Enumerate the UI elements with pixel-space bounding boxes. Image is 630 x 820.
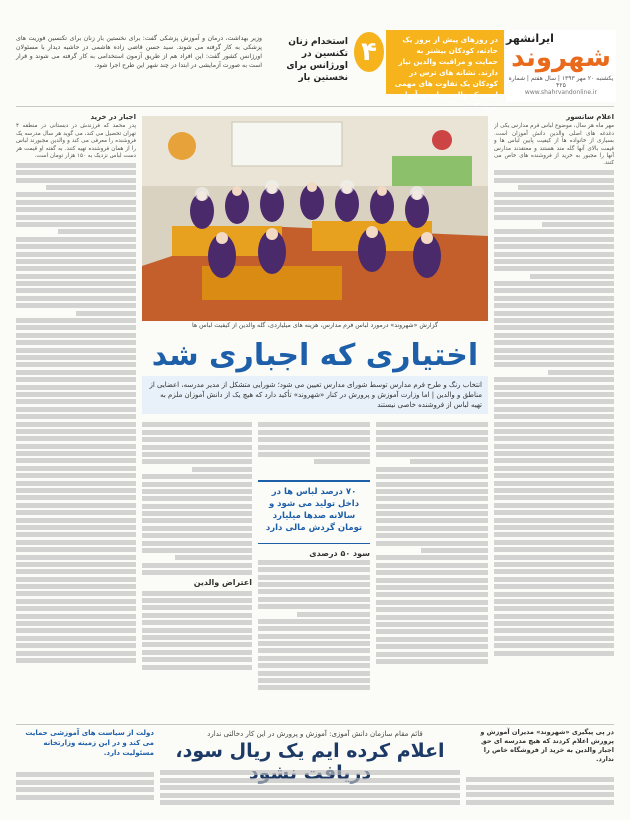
body-text-lines xyxy=(376,422,488,664)
body-text-lines xyxy=(16,163,136,663)
divider xyxy=(16,724,614,725)
body-column-3 xyxy=(142,420,252,720)
body-text-lines xyxy=(16,772,154,799)
body-column-2 xyxy=(258,550,370,720)
body-text-lines xyxy=(142,422,252,575)
right-column xyxy=(494,114,614,724)
top-story-title: استخدام زنان تکنسین در اورژانس برای نخستین بار xyxy=(286,37,348,83)
center-subhead: سود ۵۰ درصدی xyxy=(309,550,370,558)
pull-quote: ۷۰ درصد لباس ها در داخل تولید می شود و سالانه صدها میلیارد تومان گردش مالی دارد xyxy=(258,480,370,544)
newspaper-logo: شهروند xyxy=(511,43,611,73)
bottom-subheadline: قائم مقام سازمان دانش آموزی: آموزش و پرورش در این کار دخالتی ندارد xyxy=(207,730,423,738)
bottom-right-text: در پی پیگیری «شهروند» مدیران آموزش و پرورش اعلام کردند که هیچ مدرسه ای حق اجبار والدین به خرید از فروشگاه خاص را ندارد. xyxy=(480,728,614,763)
right-column-title: اعلام سانسور xyxy=(566,114,614,121)
main-headline: اختیاری که اجباری شد xyxy=(151,338,479,373)
page-number: ۴ xyxy=(354,32,384,72)
page-header xyxy=(16,30,616,102)
body-text-lines xyxy=(160,770,460,805)
region-label: ایرانشهر xyxy=(506,32,554,45)
bottom-right-body xyxy=(466,775,614,813)
body-column-2-top xyxy=(258,420,370,476)
body-text-lines xyxy=(466,777,614,804)
left-column-subhead: اجبار در خرید xyxy=(90,114,136,121)
divider xyxy=(16,106,614,107)
lede-box: انتخاب رنگ و طرح فرم مدارس توسط شورای مدارس تعیین می شود؛ شورایی متشکل از مدیر مدرسه، اعضایی از مناطق و والدین | اما وزارت آموزش و پرورش در کنار «شهروند» تأکید دارد که هیچ یک از دانش آموزان ملزم به تهیه لباس از فروشنده خاصی نیستند xyxy=(142,376,488,414)
lower-left-subhead: اعتراض والدین xyxy=(193,578,252,588)
right-column-text: مهر ماه هر سال، موضوع لباس فرم مدارس یکی از دغدغه های اصلی والدین دانش آموزان است. بسیاری از خانواده ها از کیفیت پایین لباس ها و قیمت بالای آنها گله مند هستند و معتقدند مدارس آنها را مجبور به خرید از فروشنده های خاص می کنند. xyxy=(494,123,614,167)
bottom-quote: دولت از سیاست های آموزشی حمایت می کند و در این زمینه وزارتخانه مسئولیت دارد. xyxy=(25,729,154,757)
body-column-1 xyxy=(376,420,488,720)
left-column-text: پدر محمد که فرزندش در دبستانی در منطقه ۴ تهران تحصیل می کند، می گوید هر سال مدرسه یک فروشنده را معرفی می کند و والدین مجبورند لباس را از همان فروشنده تهیه کنند. به گفته او قیمت هر دست لباس نزدیک به ۱۵۰ هزار تومان است. xyxy=(16,123,136,160)
teaser-box: در روزهای پیش از بروز یک حادثه، کودکان بیشتر به حمایت و مراقبت والدین نیاز دارند. نشانه های ترس در کودکان یک تفاوت های مهمی است که والدین باید به آنها xyxy=(386,30,504,94)
bottom-left-body xyxy=(16,770,154,812)
bottom-body xyxy=(160,768,460,812)
body-text-lines xyxy=(258,560,370,691)
left-column xyxy=(16,114,136,724)
top-story-body: وزیر بهداشت، درمان و آموزش پزشکی گفت: برای نخستین بار زنان برای تکنسین فوریت های پزشکی به کار گرفته می شوند. سید حسن قاضی زاده هاشمی در حاشیه دیدار با مسئولان اورژانس کشور گفت: این افراد هم از طریق آزمون استخدامی به کار گرفته می شوند و قرار است به صورت آزمایشی در ابتدا در چند شهر این طرح اجرا شود. xyxy=(16,35,262,69)
bottom-headline: اعلام کرده ایم یک ریال سود، xyxy=(175,740,445,762)
body-text-lines xyxy=(142,591,252,670)
issue-info: یکشنبه ۲۰ مهر ۱۳۹۳ | سال هفتم | شماره ۴۲۵ xyxy=(508,75,614,89)
classroom-illustration xyxy=(142,116,488,321)
body-text-lines xyxy=(494,170,614,655)
photo-caption: گزارش «شهروند» درمورد لباس فرم مدارس، هزینه های میلیاردی، گله والدین از کیفیت لباس ها xyxy=(191,322,438,329)
masthead xyxy=(506,30,616,102)
classroom-photo xyxy=(142,116,488,321)
body-text-lines xyxy=(258,422,370,464)
website-url: www.shahrvandonline.ir xyxy=(524,89,598,96)
